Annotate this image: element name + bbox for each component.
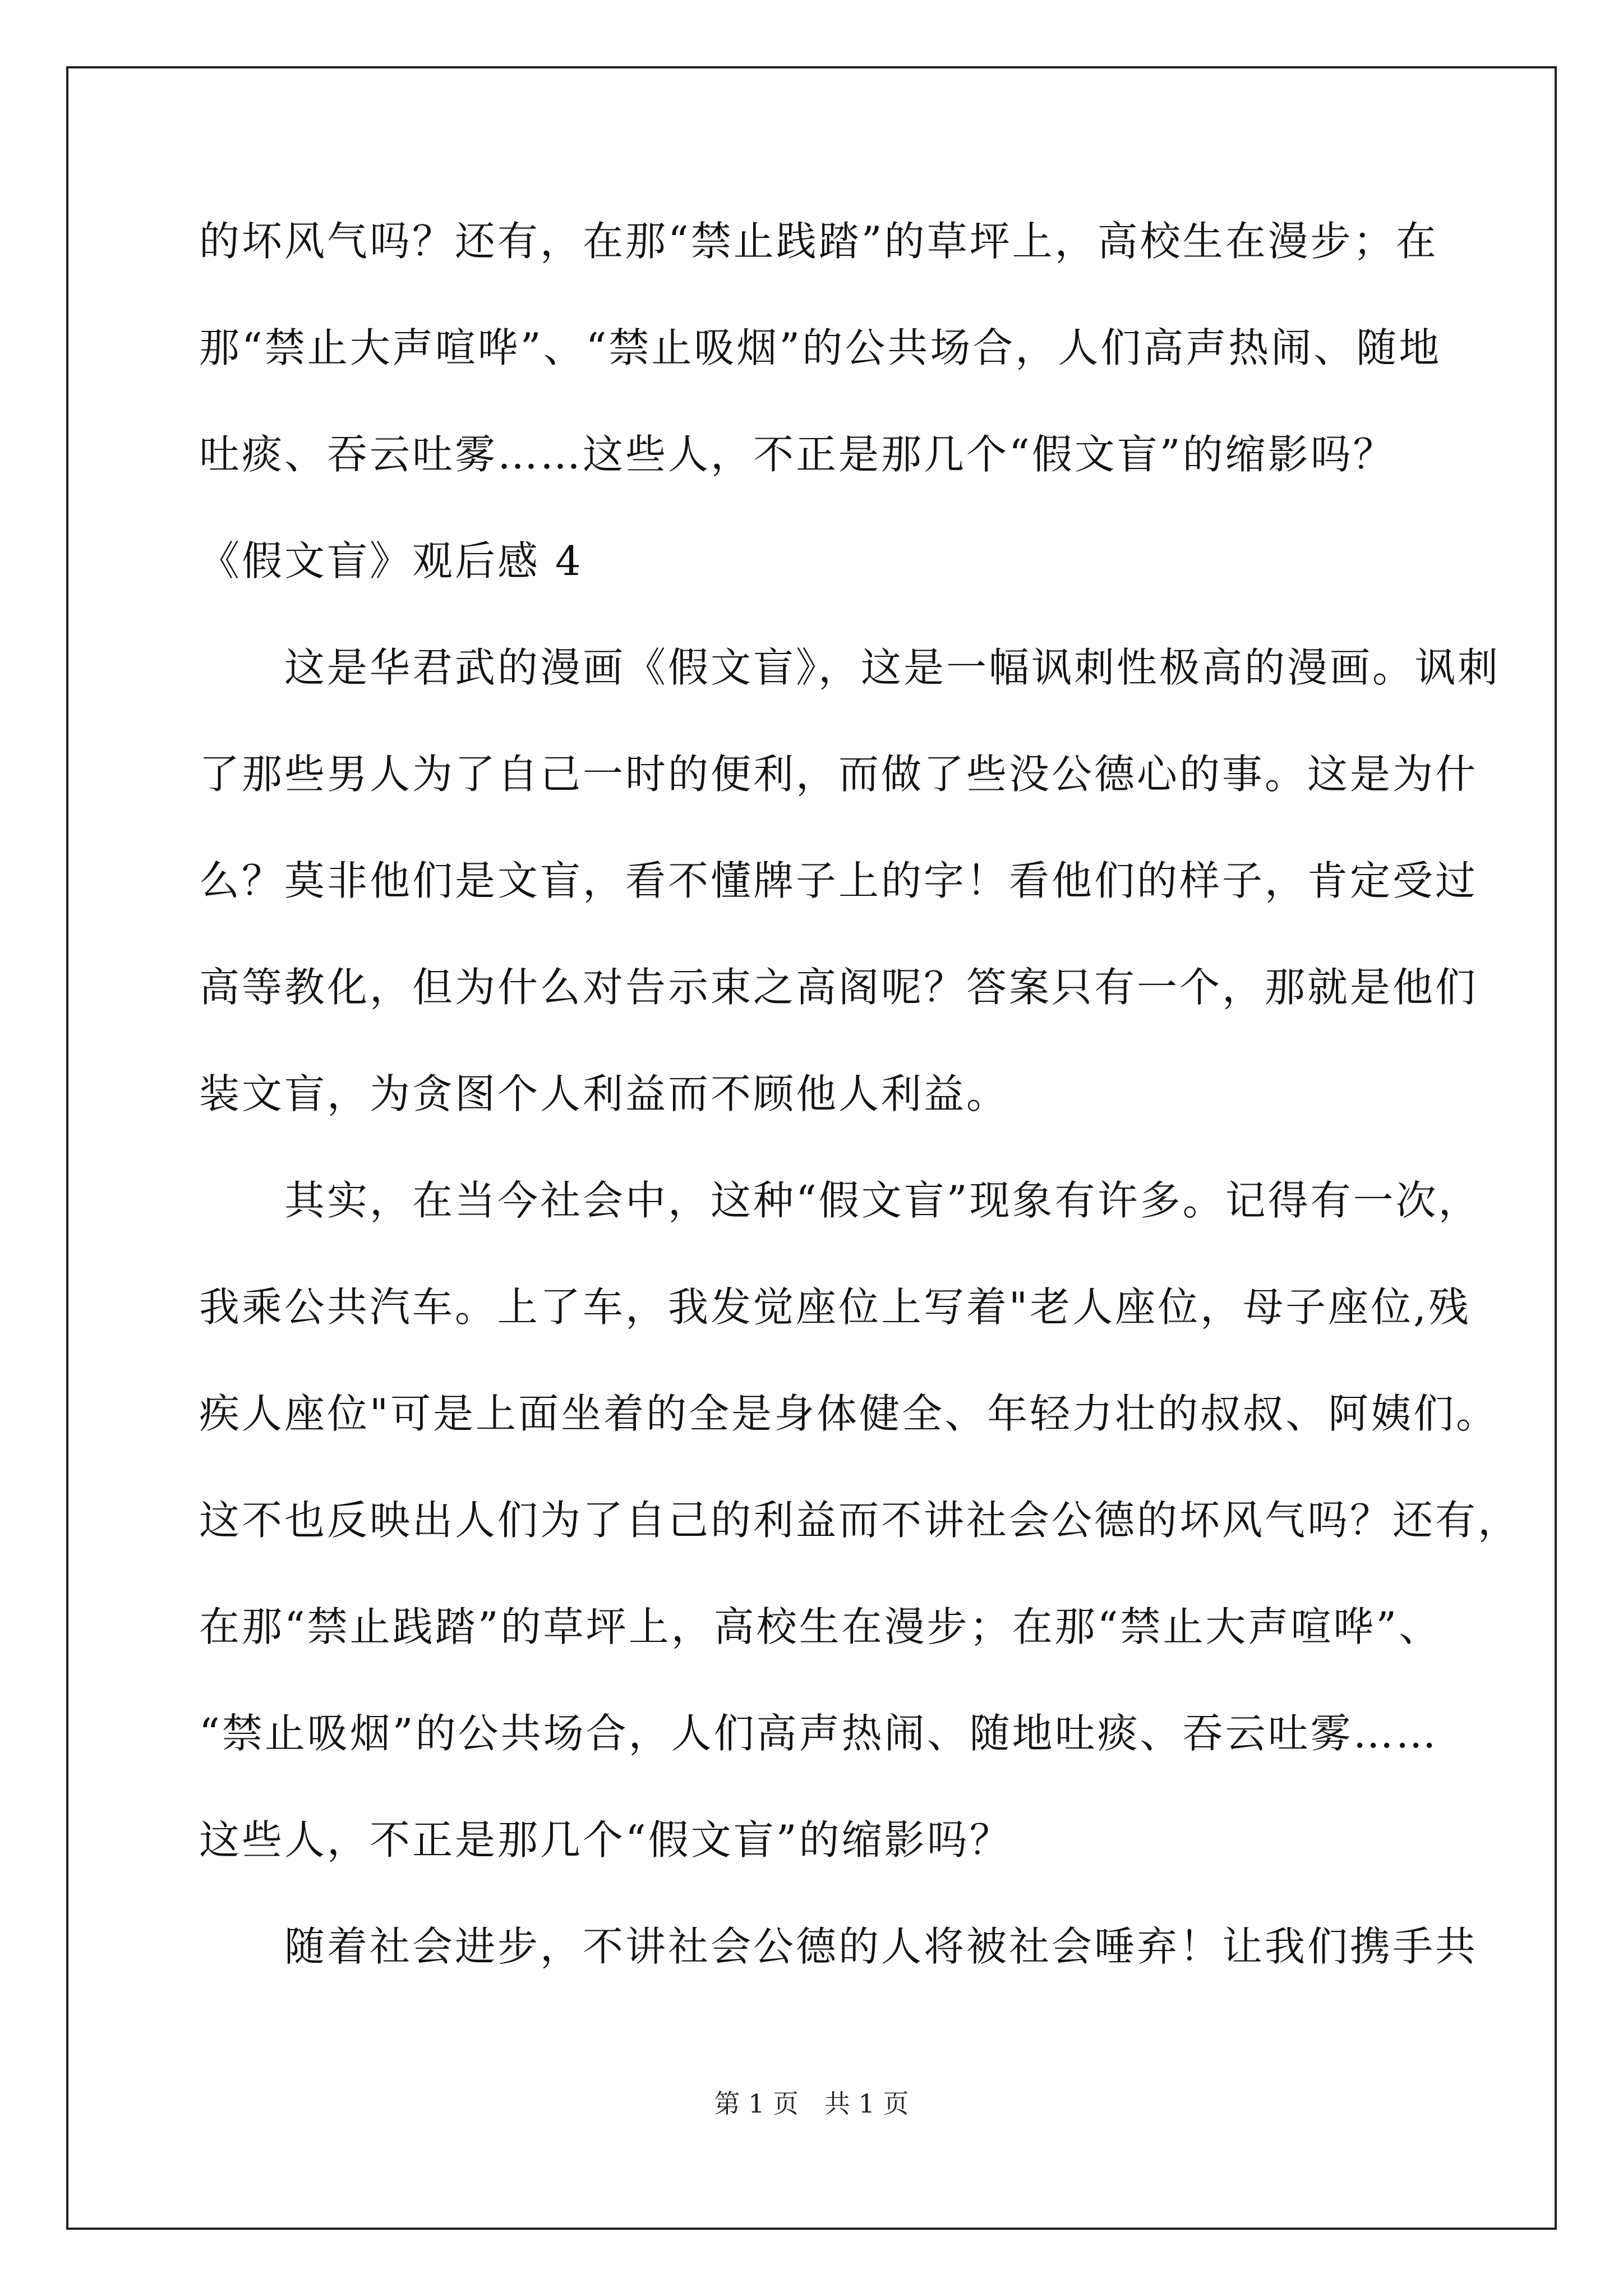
text-line: 了那些男人为了自己一时的便利，而做了些没公德心的事。这是为什 — [199, 751, 1478, 798]
text-line: 的坏风气吗？还有，在那“禁止践踏”的草坪上，高校生在漫步；在 — [199, 218, 1438, 265]
text-line: 那“禁止大声喧哗”、“禁止吸烟”的公共场合，人们高声热闹、随地 — [199, 324, 1442, 371]
text-line: 这是华君武的漫画《假文盲》，这是一幅讽刺性极高的漫画。讽刺 — [199, 644, 1501, 691]
page-number-footer: 第 1 页 共 1 页 — [714, 2088, 909, 2119]
text-line: 我乘公共汽车。上了车，我发觉座位上写着"老人座位，母子座位,残 — [199, 1283, 1472, 1331]
section-heading: 《假文盲》观后感 4 — [199, 537, 583, 585]
page-border — [66, 66, 1557, 2230]
text-line: 疾人座位"可是上面坐着的全是身体健全、年轻力壮的叔叔、阿姨们。 — [199, 1390, 1499, 1437]
text-line: 么？莫非他们是文盲，看不懂牌子上的字！看他们的样子，肯定受过 — [199, 857, 1478, 904]
text-line: 在那“禁止践踏”的草坪上，高校生在漫步；在那“禁止大声喧哗”、 — [199, 1603, 1442, 1650]
text-line: 其实，在当今社会中，这种“假文盲”现象有许多。记得有一次， — [199, 1177, 1481, 1224]
text-line: “禁止吸烟”的公共场合，人们高声热闹、随地吐痰、吞云吐雾…… — [199, 1710, 1438, 1757]
text-line: 这不也反映出人们为了自己的利益而不讲社会公德的坏风气吗？还有， — [199, 1497, 1521, 1544]
text-line: 这些人，不正是那几个“假文盲”的缩影吗？ — [199, 1816, 1012, 1864]
text-line: 高等教化，但为什么对告示束之高阁呢？答案只有一个，那就是他们 — [199, 964, 1478, 1011]
text-line: 随着社会进步，不讲社会公德的人将被社会唾弃！让我们携手共 — [199, 1923, 1478, 1970]
text-line: 装文盲，为贪图个人利益而不顾他人利益。 — [199, 1070, 1009, 1117]
text-line: 吐痰、吞云吐雾……这些人，不正是那几个“假文盲”的缩影吗？ — [199, 431, 1396, 478]
